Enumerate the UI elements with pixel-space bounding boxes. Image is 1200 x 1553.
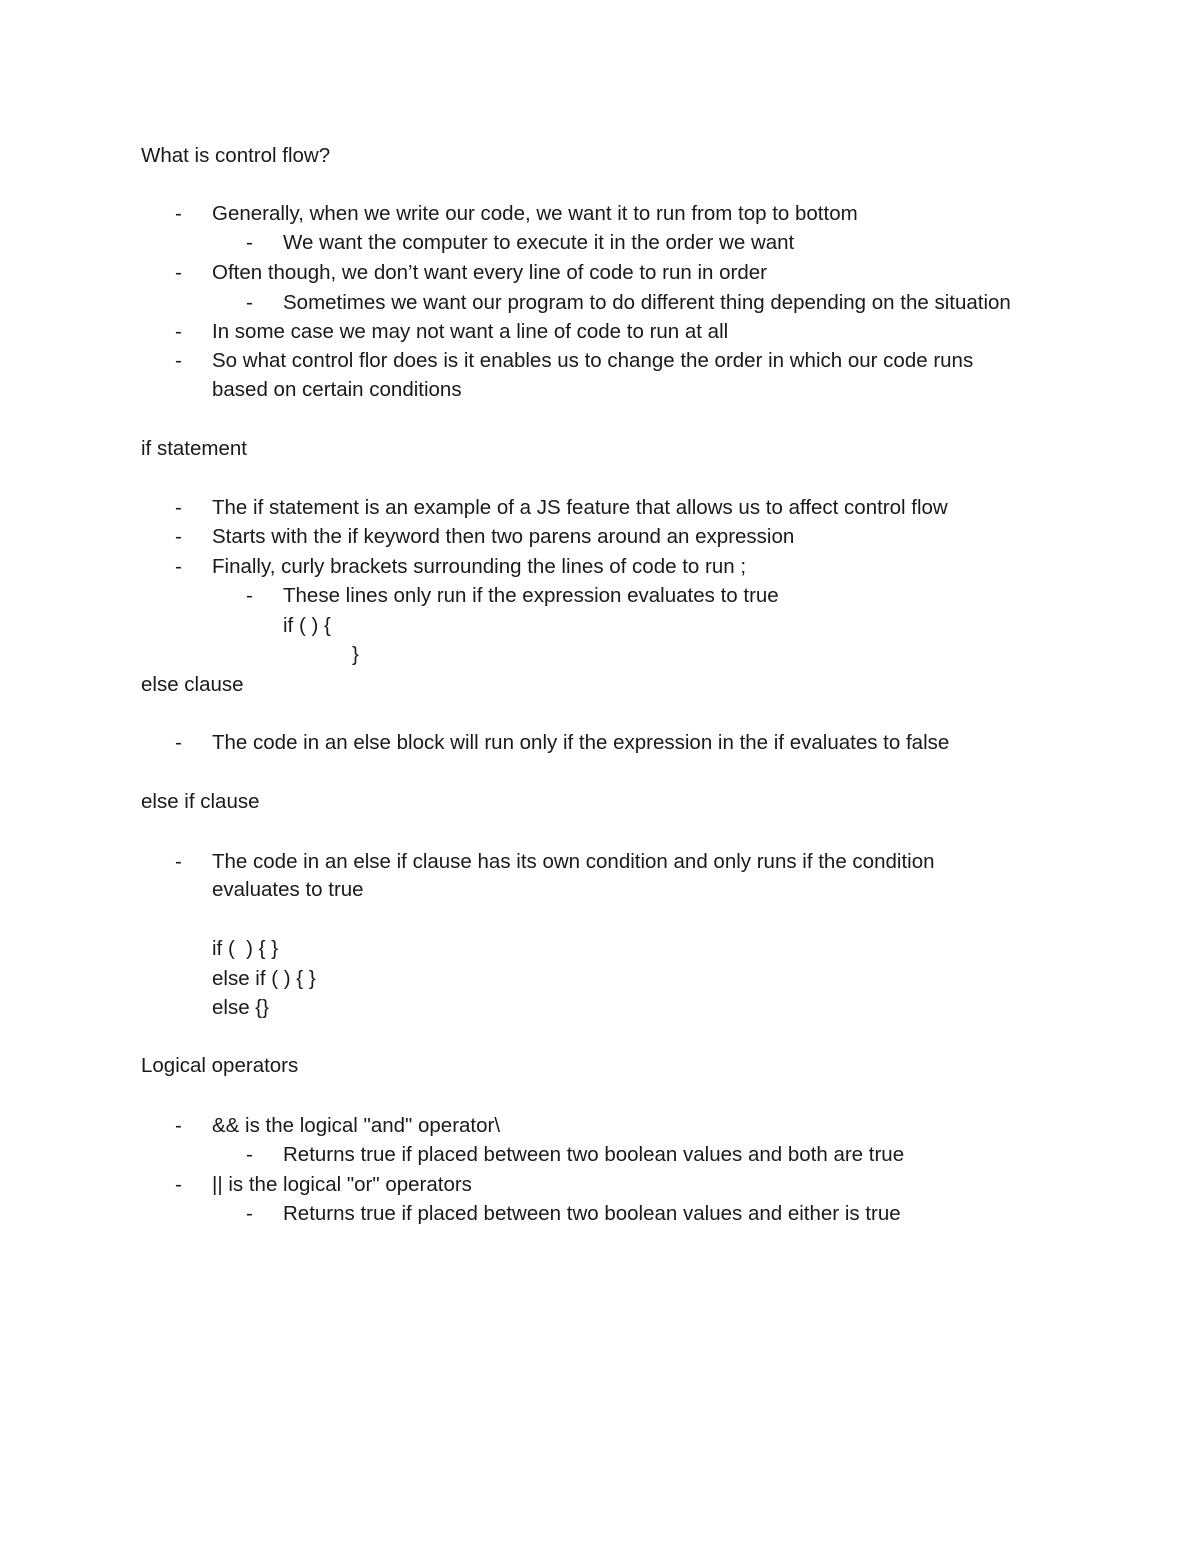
sub-bullet-marker: - [246,291,253,314]
sub-bullet-marker: - [246,1143,253,1166]
code-line: if ( ) { [283,614,331,637]
sub-bullet-marker: - [246,1202,253,1225]
code-line: if ( ) { } [212,937,279,960]
bullet-text-continued: based on certain conditions [212,378,462,401]
sub-bullet-text: Returns true if placed between two boolean values and both are true [283,1143,905,1166]
bullet-marker: - [175,261,182,284]
bullet-marker: - [175,850,182,873]
bullet-text: The if statement is an example of a JS feature that allows us to affect control flow [212,496,948,519]
sub-bullet-text: Sometimes we want our program to do different thing depending on the situation [283,291,1011,314]
heading-control-flow: What is control flow? [141,144,331,167]
bullet-marker: - [175,1173,182,1196]
bullet-text: Starts with the if keyword then two parens around an expression [212,525,795,548]
sub-bullet-text: We want the computer to execute it in the order we want [283,231,795,254]
bullet-text: The code in an else block will run only if the expression in the if evaluates to false [212,731,950,754]
heading-else-if-clause: else if clause [141,790,260,813]
sub-bullet-marker: - [246,231,253,254]
bullet-marker: - [175,496,182,519]
bullet-text: Often though, we don’t want every line of code to run in order [212,261,767,284]
bullet-marker: - [175,349,182,372]
bullet-text: So what control flor does is it enables us to change the order in which our code runs [212,349,974,372]
bullet-text: && is the logical "and" operator\ [212,1114,501,1137]
bullet-marker: - [175,525,182,548]
bullet-text: The code in an else if clause has its own condition and only runs if the condition [212,850,935,873]
code-line: else {} [212,996,269,1019]
bullet-text: In some case we may not want a line of code to run at all [212,320,729,343]
sub-bullet-marker: - [246,584,253,607]
bullet-marker: - [175,1114,182,1137]
code-line: else if ( ) { } [212,967,316,990]
code-line: } [352,643,359,666]
bullet-text: Finally, curly brackets surrounding the lines of code to run ; [212,555,747,578]
heading-else-clause: else clause [141,673,244,696]
sub-bullet-text: Returns true if placed between two boolean values and either is true [283,1202,901,1225]
bullet-marker: - [175,731,182,754]
heading-logical-operators: Logical operators [141,1054,299,1077]
sub-bullet-text: These lines only run if the expression evaluates to true [283,584,779,607]
bullet-text: Generally, when we write our code, we want it to run from top to bottom [212,202,858,225]
heading-if-statement: if statement [141,437,247,460]
bullet-marker: - [175,555,182,578]
bullet-text: || is the logical "or" operators [212,1173,472,1196]
bullet-text-continued: evaluates to true [212,878,364,901]
bullet-marker: - [175,320,182,343]
bullet-marker: - [175,202,182,225]
